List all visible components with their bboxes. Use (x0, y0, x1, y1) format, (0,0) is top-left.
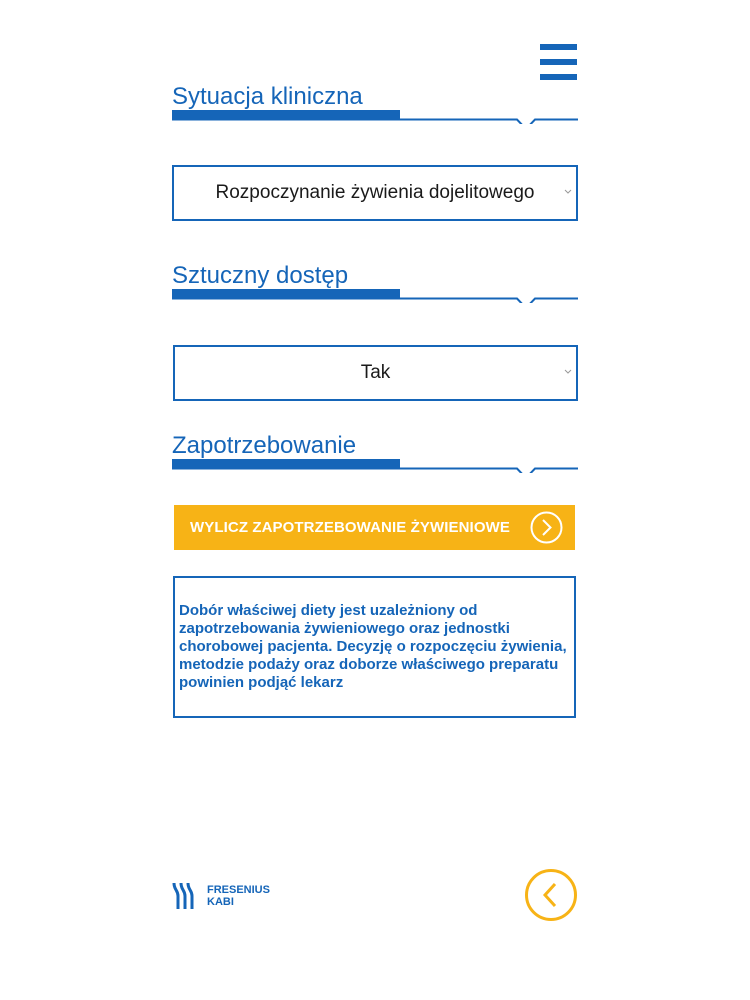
calculate-requirements-button[interactable] (174, 505, 575, 550)
info-text: Dobór właściwej diety jest uzależniony od zapotrzebowania żywieniowego oraz jednostki chorobowej pacjenta. Decyzję o rozpoczęciu żywienia, metodzie podaży oraz doborze właściwego preparatu powinien podjąć lekarz (179, 602, 567, 691)
section-divider (172, 110, 578, 124)
chevron-down-icon (564, 188, 572, 196)
section-divider (172, 459, 578, 473)
artificial-access-select[interactable] (173, 345, 578, 401)
logo-text (207, 884, 270, 908)
logo-text-line1: FRESENIUS (207, 884, 270, 896)
section-title-clinical-situation: Sytuacja kliniczna (172, 83, 363, 110)
fresenius-kabi-logo (172, 882, 270, 910)
section-divider (172, 289, 578, 303)
hamburger-menu-icon[interactable] (540, 44, 577, 80)
info-box (173, 576, 576, 718)
fresenius-kabi-logo-icon (172, 882, 198, 910)
chevron-right-circle-icon (530, 511, 563, 544)
artificial-access-value: Tak (360, 362, 391, 383)
logo-text-line2: KABI (207, 896, 234, 908)
section-title-artificial-access: Sztuczny dostęp (172, 262, 349, 289)
clinical-situation-select[interactable] (172, 165, 578, 221)
clinical-situation-value: Rozpoczynanie żywienia dojelitowego (215, 182, 535, 203)
section-title-requirements: Zapotrzebowanie (172, 432, 357, 459)
chevron-left-icon (545, 884, 555, 906)
back-button[interactable] (524, 868, 578, 922)
calculate-requirements-label: WYLICZ ZAPOTRZEBOWANIE ŻYWIENIOWE (190, 519, 510, 536)
chevron-down-icon (564, 368, 572, 376)
